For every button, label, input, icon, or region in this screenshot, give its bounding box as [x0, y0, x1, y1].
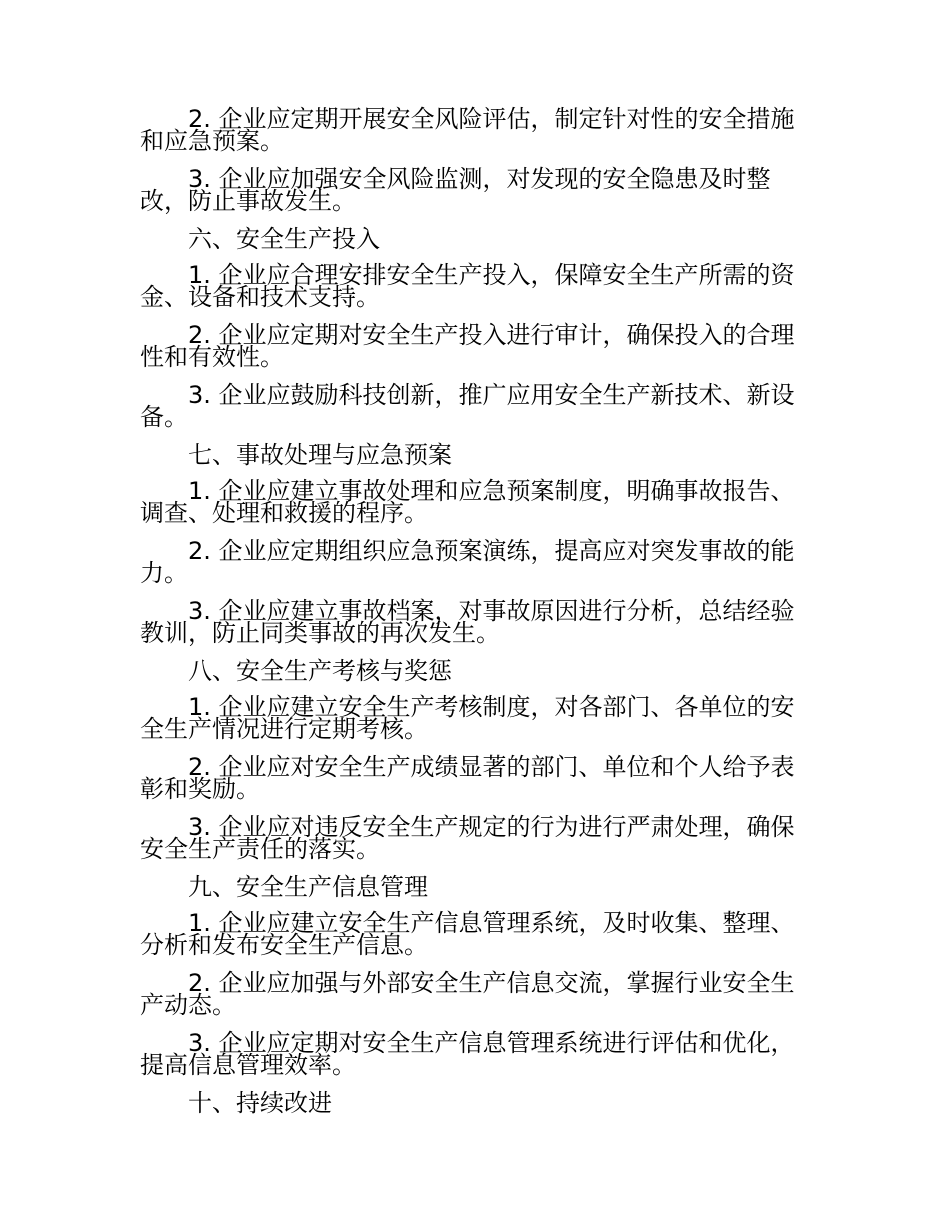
- section-heading-continuous-improvement: 十、持续改进: [188, 1089, 332, 1117]
- paragraph-system-evaluation: 3. 企业应定期对安全生产信息管理系统进行评估和优化，提高信息管理效率。: [140, 1029, 795, 1079]
- document-page: [140, 105, 812, 1128]
- section-heading-assessment: 八、安全生产考核与奖惩: [188, 657, 452, 685]
- paragraph-investment-arrangement: 1. 企业应合理安排安全生产投入，保障安全生产所需的资金、设备和技术支持。: [140, 261, 795, 311]
- paragraph-emergency-drills: 2. 企业应定期组织应急预案演练，提高应对突发事故的能力。: [140, 537, 795, 587]
- paragraph-accident-records: 3. 企业应建立事故档案，对事故原因进行分析，总结经验教训，防止同类事故的再次发生。: [140, 597, 795, 647]
- paragraph-investment-audit: 2. 企业应定期对安全生产投入进行审计，确保投入的合理性和有效性。: [140, 321, 795, 371]
- paragraph-penalties: 3. 企业应对违反安全生产规定的行为进行严肃处理，确保安全生产责任的落实。: [140, 813, 795, 863]
- paragraph-risk-assessment: 2. 企业应定期开展安全风险评估，制定针对性的安全措施和应急预案。: [140, 105, 795, 155]
- paragraph-risk-monitoring: 3. 企业应加强安全风险监测，对发现的安全隐患及时整改，防止事故发生。: [140, 165, 771, 215]
- paragraph-technology-innovation: 3. 企业应鼓励科技创新，推广应用安全生产新技术、新设备。: [140, 381, 795, 431]
- paragraph-information-system: 1. 企业应建立安全生产信息管理系统，及时收集、整理、分析和发布安全生产信息。: [140, 909, 795, 959]
- paragraph-rewards: 2. 企业应对安全生产成绩显著的部门、单位和个人给予表彰和奖励。: [140, 753, 795, 803]
- section-heading-accident-handling: 七、事故处理与应急预案: [188, 441, 452, 469]
- section-heading-investment: 六、安全生产投入: [188, 225, 380, 253]
- paragraph-assessment-system: 1. 企业应建立安全生产考核制度，对各部门、各单位的安全生产情况进行定期考核。: [140, 693, 795, 743]
- paragraph-information-exchange: 2. 企业应加强与外部安全生产信息交流，掌握行业安全生产动态。: [140, 969, 795, 1019]
- paragraph-accident-procedures: 1. 企业应建立事故处理和应急预案制度，明确事故报告、调查、处理和救援的程序。: [140, 477, 795, 527]
- section-heading-information-management: 九、安全生产信息管理: [188, 873, 428, 901]
